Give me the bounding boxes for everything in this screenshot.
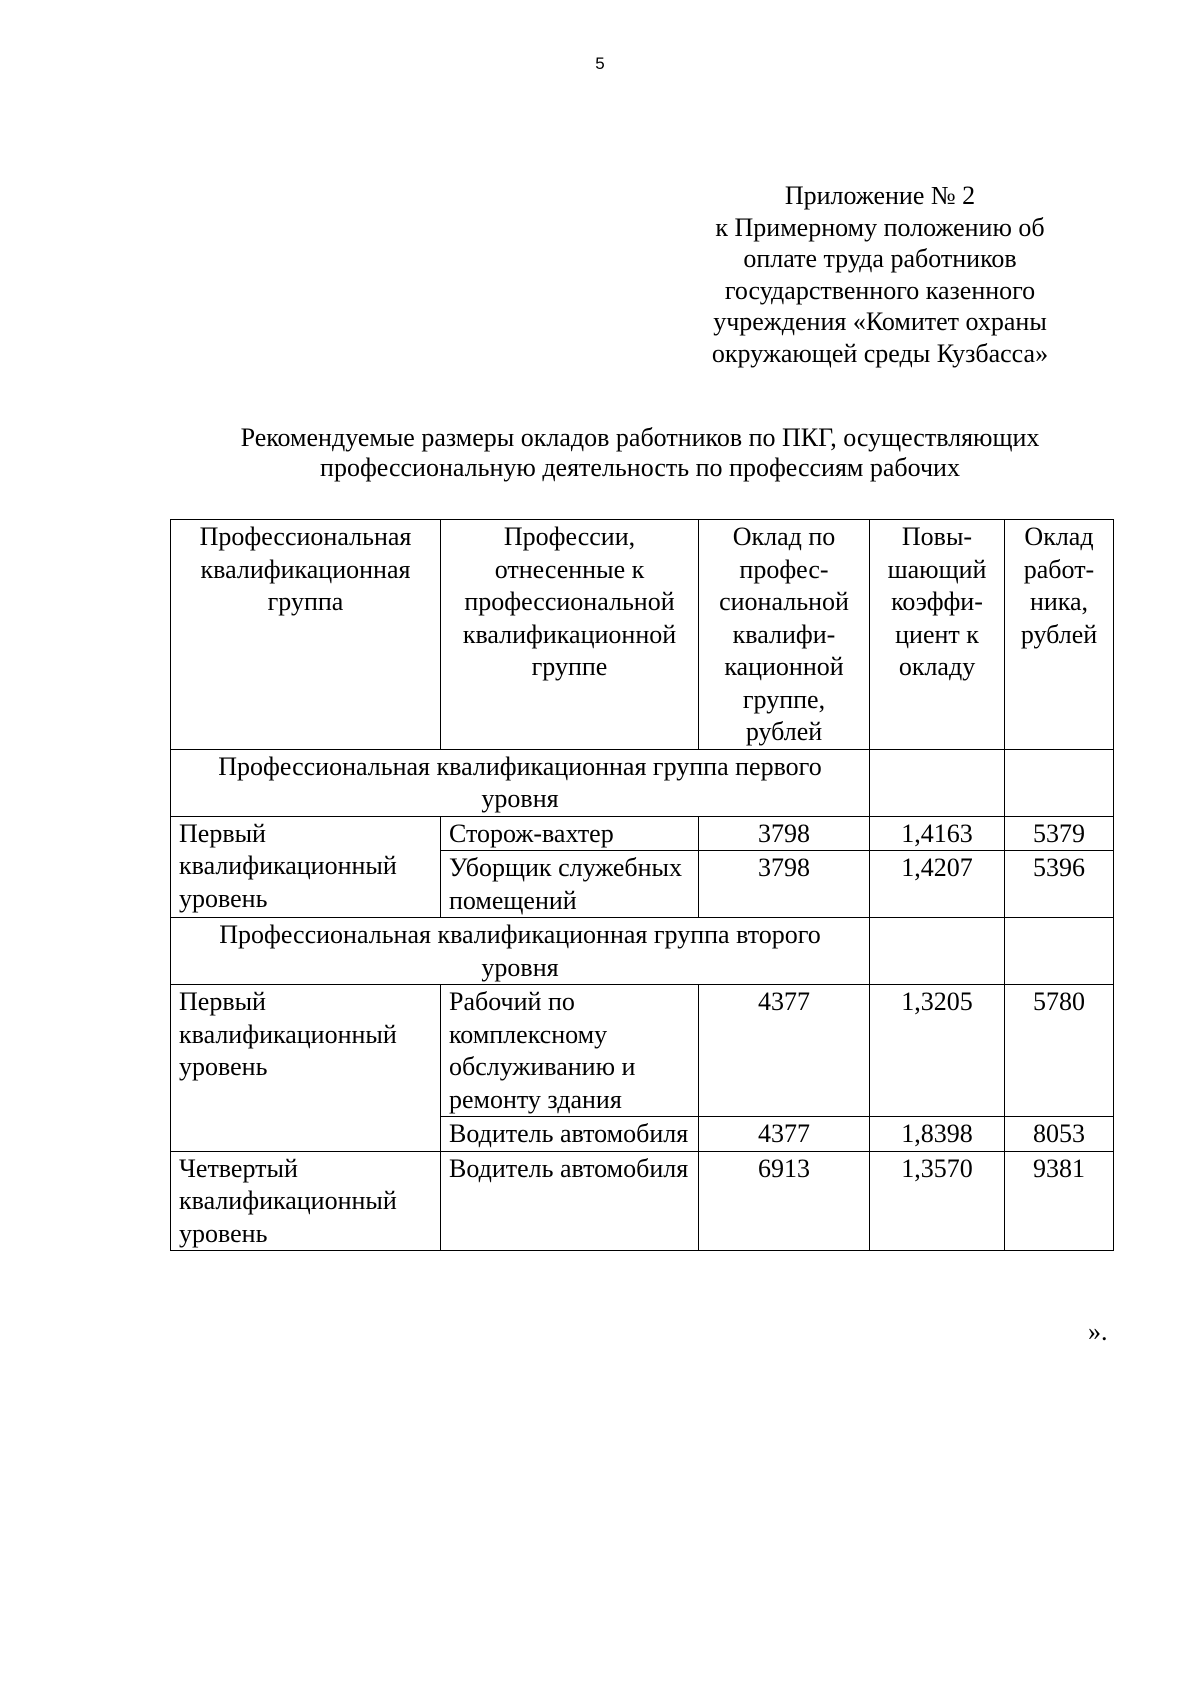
group2-title: Профессиональная квалификационная группа второго уровня [171,918,870,985]
salary-table [170,519,1114,1251]
coefficient: 1,3205 [870,985,1005,1117]
profession: Водитель автомобиля [441,1151,699,1251]
employee-salary: 8053 [1005,1117,1114,1152]
title-line-1: Рекомендуемые размеры окладов работников по ПКГ, осуществляющих [240,423,1040,452]
table-row [171,1151,1114,1251]
base-salary: 6913 [699,1151,870,1251]
base-salary: 4377 [699,1117,870,1152]
appendix-line: оплате труда работников [743,244,1017,273]
empty-cell [1005,918,1114,985]
coefficient: 1,3570 [870,1151,1005,1251]
table-header-row [171,520,1114,750]
appendix-header [680,180,1080,369]
group-row [171,749,1114,816]
empty-cell [1005,749,1114,816]
employee-salary: 5780 [1005,985,1114,1117]
qualification-level: Четвертый квалификационный уровень [171,1151,441,1251]
profession: Сторож-вахтер [441,816,699,851]
group-row [171,918,1114,985]
appendix-line: окружающей среды Кузбасса» [711,338,1049,368]
table-row [171,985,1114,1117]
employee-salary: 9381 [1005,1151,1114,1251]
base-salary: 3798 [699,851,870,918]
base-salary: 4377 [699,985,870,1117]
profession: Рабочий по комплексному обслуживанию и ремонту здания [441,985,699,1117]
empty-cell [870,918,1005,985]
closing-quote: ». [1088,1317,1108,1346]
header-professions: Профессии, отнесенные к профессиональной квалификационной группе [441,520,699,750]
employee-salary: 5396 [1005,851,1114,918]
employee-salary: 5379 [1005,816,1114,851]
header-coefficient: Повы-шающий коэффи-циент к окладу [870,520,1005,750]
qualification-level: Первый квалификационный уровень [171,816,441,918]
group1-title: Профессиональная квалификационная группа первого уровня [171,749,870,816]
coefficient: 1,4207 [870,851,1005,918]
coefficient: 1,8398 [870,1117,1005,1152]
page-number: 5 [595,54,605,73]
header-pkg: Профессиональная квалификационная группа [171,520,441,750]
document-title [160,423,1120,483]
base-salary: 3798 [699,816,870,851]
coefficient: 1,4163 [870,816,1005,851]
profession: Уборщик служебных помещений [441,851,699,918]
empty-cell [870,749,1005,816]
header-base-salary: Оклад по профес-сиональной квалифи-кационной группе, рублей [699,520,870,750]
qualification-level: Первый квалификационный уровень [171,985,441,1152]
header-employee-salary: Оклад работ-ника, рублей [1005,520,1114,750]
appendix-line: государственного казенного [724,275,1036,305]
title-line-2: профессиональную деятельность по профессиям рабочих [320,453,960,482]
table-row [171,816,1114,851]
appendix-line: к Примерному положению об [715,212,1045,242]
appendix-line: Приложение № 2 [784,181,976,210]
appendix-line: учреждения «Комитет охраны [713,307,1047,336]
profession: Водитель автомобиля [441,1117,699,1152]
